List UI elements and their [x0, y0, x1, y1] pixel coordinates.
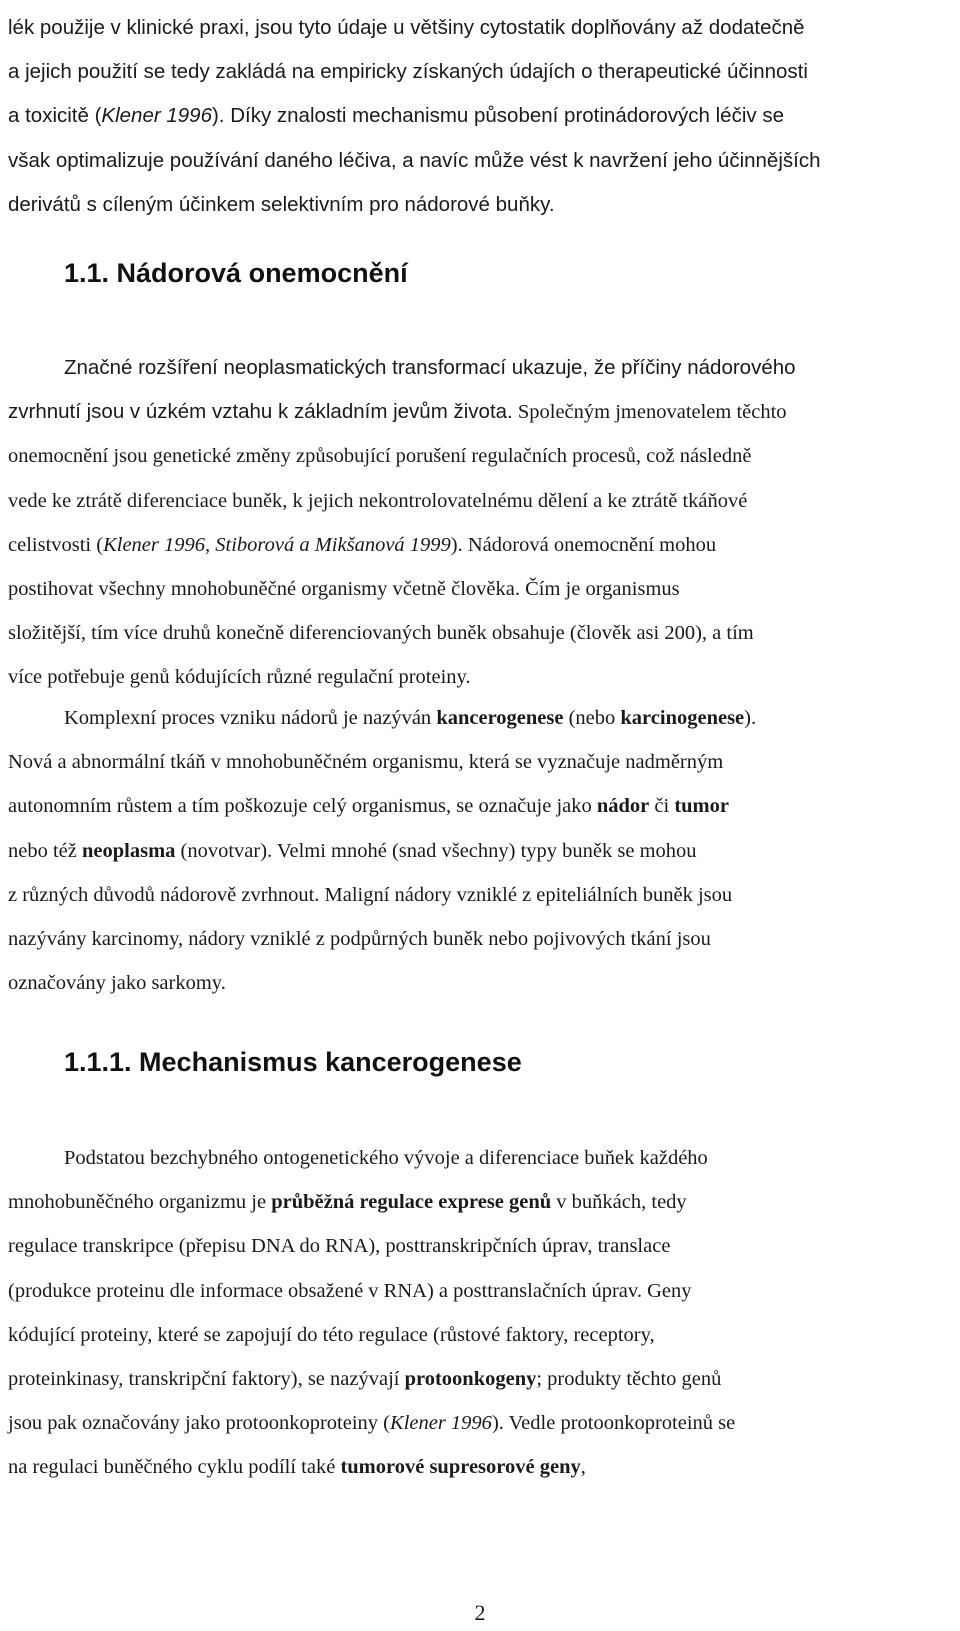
text-line: Značné rozšíření neoplasmatických transformací ukazuje, že příčiny nádorového — [64, 356, 796, 379]
section-heading-1-1-1: 1.1.1. Mechanismus kancerogenese — [64, 1047, 522, 1077]
text-line: onemocnění jsou genetické změny způsobující porušení regulačních procesů, což následně — [8, 445, 752, 468]
bold-term: protoonkogeny — [404, 1368, 537, 1391]
text-line: však optimalizuje používání daného léčiva, a navíc může vést k navržení jeho účinnějších — [8, 148, 821, 172]
text-line: zvrhnutí jsou v úzkém vztahu k základním jevům života. Společným jmenovatelem těchto — [8, 400, 787, 424]
text-line: regulace transkripce (přepisu DNA do RNA), posttranskripčních úprav, translace — [8, 1235, 671, 1258]
text-line: na regulaci buněčného cyklu podílí také tumorové supresorové geny, — [8, 1456, 586, 1479]
section2-paragraph-1 — [8, 1136, 954, 1490]
text-line: lék použije v klinické praxi, jsou tyto údaje u většiny cytostatik doplňovány až dodatečně — [8, 16, 805, 39]
text-line: derivátů s cíleným účinkem selektivním pro nádorové buňky. — [8, 192, 555, 216]
text-line: více potřebuje genů kódujících různé regulační proteiny. — [8, 666, 471, 689]
citation: Klener 1996 — [390, 1412, 492, 1435]
bold-term: tumorové supresorové geny — [340, 1456, 581, 1479]
bold-term: neoplasma — [82, 839, 176, 862]
text-line: složitější, tím více druhů konečně diferenciovaných buněk obsahuje (člověk asi 200), a tím — [8, 622, 754, 645]
bold-term: nádor — [596, 795, 650, 818]
text-line: proteinkinasy, transkripční faktory), se nazývají protoonkogeny; produkty těchto genů — [8, 1368, 722, 1391]
text-line: označovány jako sarkomy. — [8, 972, 226, 995]
text-line: autonomním růstem a tím poškozuje celý organismus, se označuje jako nádor či tumor — [8, 795, 729, 818]
text-line: celistvosti (Klener 1996, Stiborová a Mikšanová 1999). Nádorová onemocnění mohou — [8, 533, 717, 556]
text-line: Nová a abnormální tkáň v mnohobuněčném organismu, která se vyznačuje nadměrným — [8, 751, 724, 774]
text-line: mnohobuněčného organizmu je průběžná regulace exprese genů v buňkách, tedy — [8, 1191, 687, 1214]
section-heading-1-1: 1.1. Nádorová onemocnění — [64, 258, 408, 288]
text-line: Podstatou bezchybného ontogenetického vývoje a diferenciace buňek každého — [64, 1147, 708, 1169]
citation: Klener 1996 — [101, 104, 212, 128]
text-line: kódující proteiny, které se zapojují do této regulace (růstové faktory, receptory, — [8, 1323, 655, 1346]
bold-term: tumor — [674, 795, 729, 818]
text-line: z různých důvodů nádorově zvrhnout. Maligní nádory vzniklé z epiteliálních buněk jsou — [8, 883, 733, 906]
citation: Klener 1996, Stiborová a Mikšanová 1999 — [103, 533, 451, 556]
text-line: jsou pak označovány jako protoonkoproteiny (Klener 1996). Vedle protoonkoproteinů se — [8, 1412, 736, 1435]
text-line: vede ke ztrátě diferenciace buněk, k jejich nekontrolovatelnému dělení a ke ztrátě tkáňové — [8, 489, 748, 512]
section1-paragraph-1 — [8, 346, 954, 700]
text-line: nazývány karcinomy, nádory vzniklé z podpůrných buněk nebo pojivových tkání jsou — [8, 928, 711, 951]
text-line: a jejich použití se tedy zakládá na empiricky získaných údajích o therapeutické účinnosti — [8, 60, 808, 84]
bold-term: karcinogenese — [620, 707, 745, 729]
text-line: nebo též neoplasma (novotvar). Velmi mnohé (snad všechny) typy buněk se mohou — [8, 839, 697, 862]
bold-term: kancerogenese — [436, 707, 564, 729]
text-line: a toxicitě (Klener 1996). Díky znalosti mechanismu působení protinádorových léčiv se — [8, 104, 784, 128]
page-number: 2 — [474, 1600, 486, 1625]
section1-paragraph-2 — [8, 696, 954, 1005]
text-line: (produkce proteinu dle informace obsažené v RNA) a posttranslačních úprav. Geny — [8, 1279, 692, 1302]
text-line: postihovat všechny mnohobuněčné organismy včetně člověka. Čím je organismus — [8, 578, 680, 601]
intro-paragraph — [8, 6, 954, 227]
text-line: Komplexní proces vzniku nádorů je nazýván kancerogenese (nebo karcinogenese). — [64, 707, 757, 729]
bold-term: průběžná regulace exprese genů — [271, 1191, 552, 1214]
